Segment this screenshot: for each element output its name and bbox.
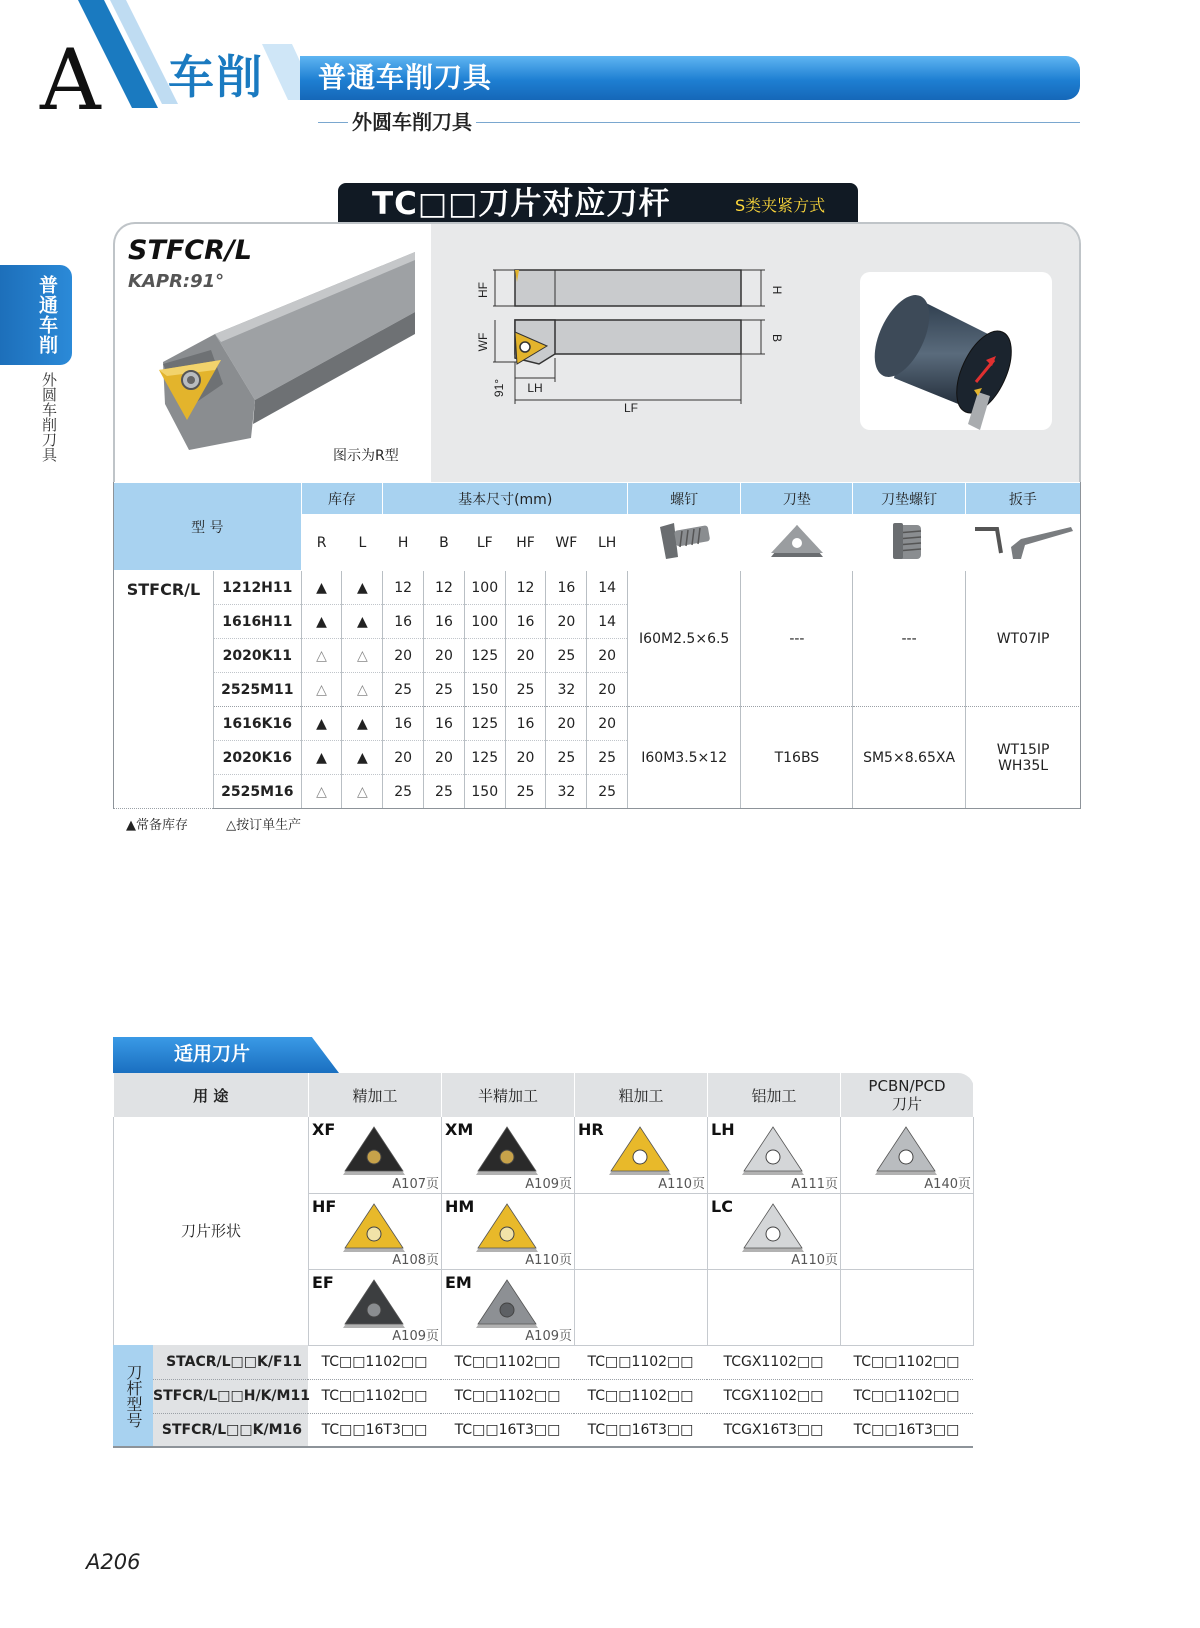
row-code: 2525M11 — [213, 673, 301, 707]
workpiece-illustration — [860, 272, 1052, 430]
holder-insert: TCGX1102□□ — [707, 1379, 840, 1413]
dim-lf: 125 — [464, 707, 505, 741]
dim-lf: 125 — [464, 741, 505, 775]
header-stock: 库存 — [301, 483, 383, 515]
header-wrench: 扳手 — [965, 483, 1080, 515]
insert-cell[interactable] — [309, 1193, 442, 1269]
dim-wf: 25 — [546, 639, 587, 673]
group2-screw: I60M3.5×12 — [628, 707, 741, 809]
legend-stock: ▲常备库存 — [126, 818, 188, 833]
dim-label-lh: LH — [527, 381, 543, 395]
holder-model: STFCR/L□□K/M16 — [153, 1413, 308, 1447]
dim-b: 16 — [424, 707, 465, 741]
holder-insert: TCGX16T3□□ — [707, 1413, 840, 1447]
empty-cell — [575, 1193, 708, 1269]
dim-label-lf: LF — [623, 401, 639, 415]
insert-cell[interactable] — [841, 1117, 974, 1193]
insert-grid — [114, 1117, 974, 1345]
insert-code: XF — [312, 1120, 336, 1139]
dim-hf: 20 — [505, 741, 546, 775]
insert-cell[interactable] — [708, 1193, 841, 1269]
product-kapr: KAPR:91° — [128, 271, 225, 292]
dim-lh: 25 — [587, 775, 628, 809]
holder-insert: TC□□1102□□ — [308, 1345, 441, 1379]
dim-b: 16 — [424, 605, 465, 639]
page-subtitle: 外圆车削刀具 — [348, 109, 476, 135]
dim-lh: 20 — [587, 673, 628, 707]
holder-insert: TC□□16T3□□ — [441, 1413, 574, 1447]
dim-wf: 32 — [546, 673, 587, 707]
group2-wrench — [965, 707, 1080, 809]
group1-screw: I60M2.5×6.5 — [628, 571, 741, 707]
side-category-text: 外圆车削刀具 — [40, 372, 58, 462]
stock-legend — [126, 817, 335, 835]
holder-insert: TC□□1102□□ — [441, 1345, 574, 1379]
group2-wrench-2: WH35L — [998, 757, 1049, 774]
holder-side-label: 刀杆型号 — [113, 1345, 153, 1447]
screw-icon — [628, 515, 741, 571]
dim-lf: 150 — [464, 775, 505, 809]
dimension-drawing — [465, 252, 805, 452]
holder-row[interactable] — [113, 1379, 973, 1413]
dim-hf: 16 — [505, 605, 546, 639]
column-semi-finishing: 半精加工 — [442, 1073, 575, 1117]
dim-b: 20 — [424, 741, 465, 775]
stock-r: ▲ — [301, 605, 342, 639]
header-shim-screw: 刀垫螺钉 — [853, 483, 965, 515]
dim-hf: 25 — [505, 673, 546, 707]
workpiece-photo — [860, 272, 1052, 430]
holder-insert: TCGX1102□□ — [707, 1345, 840, 1379]
dim-lh: 20 — [587, 707, 628, 741]
holder-row[interactable] — [113, 1345, 973, 1379]
column-pcbn-line2: 刀片 — [891, 1095, 922, 1113]
page-number: A206 — [86, 1550, 141, 1574]
category-title: 车削 — [168, 50, 264, 104]
holder-insert: TC□□1102□□ — [441, 1379, 574, 1413]
insert-triangle-icon — [339, 1200, 409, 1256]
empty-cell — [708, 1269, 841, 1345]
stock-r: ▲ — [301, 741, 342, 775]
insert-code: EM — [445, 1272, 472, 1292]
header-dims: 基本尺寸(mm) — [383, 483, 628, 515]
insert-code: EF — [312, 1272, 334, 1292]
subheader-r: R — [301, 515, 342, 571]
dim-label-angle: 91° — [492, 378, 506, 398]
shim-screw-icon — [853, 515, 965, 571]
insert-code: HM — [445, 1196, 475, 1216]
empty-cell — [841, 1269, 974, 1345]
usage-header: 用 途 — [114, 1073, 309, 1117]
dim-wf: 16 — [546, 571, 587, 605]
insert-triangle-icon — [339, 1276, 409, 1332]
stock-l: ▲ — [342, 571, 383, 605]
stock-r: △ — [301, 673, 342, 707]
dim-h: 16 — [383, 605, 424, 639]
subheader-b: B — [424, 515, 465, 571]
holder-row[interactable] — [113, 1413, 973, 1447]
insert-code: HF — [312, 1196, 337, 1216]
insert-code: XM — [445, 1120, 474, 1139]
insert-triangle-icon — [472, 1276, 542, 1332]
dim-label-hf: HF — [476, 282, 490, 298]
shape-label: 刀片形状 — [114, 1117, 309, 1345]
insert-triangle-icon — [738, 1200, 808, 1256]
dim-wf: 20 — [546, 605, 587, 639]
insert-cell[interactable] — [442, 1193, 575, 1269]
column-pcbn — [841, 1073, 974, 1117]
dim-wf: 25 — [546, 741, 587, 775]
empty-cell — [841, 1193, 974, 1269]
group2-shim: T16BS — [741, 707, 853, 809]
table-row[interactable] — [114, 571, 1081, 605]
legend-order: △按订单生产 — [226, 818, 302, 833]
insert-page-ref[interactable]: A110页 — [658, 1176, 705, 1192]
column-aluminum: 铝加工 — [708, 1073, 841, 1117]
dim-lf: 150 — [464, 673, 505, 707]
dim-b: 25 — [424, 673, 465, 707]
stock-l: ▲ — [342, 605, 383, 639]
empty-cell — [575, 1269, 708, 1345]
clamp-type: S类夹紧方式 — [735, 196, 826, 215]
dim-wf: 20 — [546, 707, 587, 741]
insert-page-ref[interactable]: A140页 — [924, 1176, 971, 1192]
dim-h: 12 — [383, 571, 424, 605]
insert-cell[interactable] — [442, 1117, 575, 1193]
row-code: 2525M16 — [213, 775, 301, 809]
header-shim: 刀垫 — [741, 483, 853, 515]
dim-lh: 20 — [587, 639, 628, 673]
insert-cell[interactable] — [575, 1117, 708, 1193]
table-row[interactable] — [114, 707, 1081, 741]
dim-b: 12 — [424, 571, 465, 605]
row-code: 2020K16 — [213, 741, 301, 775]
dim-lf: 125 — [464, 639, 505, 673]
stock-l: △ — [342, 673, 383, 707]
row-code: 2020K11 — [213, 639, 301, 673]
dim-lh: 25 — [587, 741, 628, 775]
stock-r: ▲ — [301, 707, 342, 741]
holder-model: STACR/L□□K/F11 — [153, 1345, 308, 1379]
insert-cell[interactable] — [442, 1269, 575, 1345]
group1-shim-screw: --- — [853, 571, 965, 707]
insert-page-ref[interactable]: A108页 — [392, 1252, 439, 1268]
picture-note: 图示为R型 — [333, 448, 399, 464]
holder-insert: TC□□1102□□ — [840, 1345, 973, 1379]
subheader-hf: HF — [505, 515, 546, 571]
shim-icon — [741, 515, 853, 571]
page-title: 普通车削刀具 — [318, 61, 493, 94]
insert-page-ref[interactable]: A109页 — [525, 1328, 572, 1344]
insert-table — [113, 1073, 974, 1346]
spec-rows — [114, 571, 1081, 809]
dim-h: 20 — [383, 741, 424, 775]
insert-triangle-icon — [339, 1123, 409, 1179]
dim-h: 25 — [383, 673, 424, 707]
holder-insert: TC□□16T3□□ — [574, 1413, 707, 1447]
group2-wrench-1: WT15IP — [996, 741, 1050, 758]
dim-wf: 32 — [546, 775, 587, 809]
dim-lh: 14 — [587, 605, 628, 639]
header-model: 型 号 — [114, 483, 302, 571]
dim-hf: 16 — [505, 707, 546, 741]
holder-insert: TC□□16T3□□ — [840, 1413, 973, 1447]
stock-l: △ — [342, 775, 383, 809]
spec-table — [113, 482, 1081, 809]
insert-page-ref[interactable]: A109页 — [525, 1176, 572, 1192]
section-letter: A — [40, 31, 101, 129]
insert-page-ref[interactable]: A107页 — [392, 1176, 439, 1192]
subheader-wf: WF — [546, 515, 587, 571]
insert-code: LC — [711, 1196, 733, 1216]
insert-code: LH — [711, 1120, 735, 1139]
dim-hf: 12 — [505, 571, 546, 605]
dim-label-b: B — [770, 333, 784, 343]
holder-table — [113, 1345, 973, 1448]
insert-triangle-icon — [738, 1123, 808, 1179]
stock-r: △ — [301, 775, 342, 809]
stock-l: △ — [342, 639, 383, 673]
stock-l: ▲ — [342, 707, 383, 741]
subheader-h: H — [383, 515, 424, 571]
subheader-lf: LF — [464, 515, 505, 571]
insert-cell[interactable] — [309, 1269, 442, 1345]
product-model: STFCR/L — [128, 235, 252, 266]
stock-r: ▲ — [301, 571, 342, 605]
holder-insert: TC□□16T3□□ — [308, 1413, 441, 1447]
dim-h: 20 — [383, 639, 424, 673]
subheader-l: L — [342, 515, 383, 571]
insert-page-ref[interactable]: A110页 — [525, 1252, 572, 1268]
row-code: 1212H11 — [213, 571, 301, 605]
insert-triangle-icon — [472, 1200, 542, 1256]
holder-insert: TC□□1102□□ — [574, 1379, 707, 1413]
dim-lf: 100 — [464, 571, 505, 605]
group1-wrench: WT07IP — [965, 571, 1080, 707]
dim-hf: 20 — [505, 639, 546, 673]
stock-r: △ — [301, 639, 342, 673]
header-screw: 螺钉 — [628, 483, 741, 515]
row-code: 1616H11 — [213, 605, 301, 639]
dim-h: 25 — [383, 775, 424, 809]
column-pcbn-line1: PCBN/PCD — [868, 1077, 946, 1095]
group1-shim: --- — [741, 571, 853, 707]
row-code: 1616K16 — [213, 707, 301, 741]
insert-page-ref[interactable]: A110页 — [791, 1252, 838, 1268]
dim-label-h: H — [770, 285, 784, 295]
holder-model: STFCR/L□□H/K/M11 — [153, 1379, 308, 1413]
group2-shim-screw: SM5×8.65XA — [853, 707, 965, 809]
wrench-icon — [965, 515, 1080, 571]
column-finishing: 精加工 — [309, 1073, 442, 1117]
dim-lf: 100 — [464, 605, 505, 639]
insert-triangle-icon — [605, 1123, 675, 1179]
stock-l: ▲ — [342, 741, 383, 775]
inserts-tab-label: 适用刀片 — [174, 1043, 251, 1065]
insert-triangle-icon — [871, 1123, 941, 1179]
dim-h: 16 — [383, 707, 424, 741]
dim-b: 25 — [424, 775, 465, 809]
subheader-lh: LH — [587, 515, 628, 571]
dim-hf: 25 — [505, 775, 546, 809]
dim-lh: 14 — [587, 571, 628, 605]
insert-cell[interactable] — [309, 1117, 442, 1193]
holder-insert: TC□□1102□□ — [308, 1379, 441, 1413]
series-name: STFCR/L — [114, 571, 214, 809]
holder-insert: TC□□1102□□ — [840, 1379, 973, 1413]
insert-page-ref[interactable]: A111页 — [791, 1176, 838, 1192]
holder-insert: TC□□1102□□ — [574, 1345, 707, 1379]
section-title: TC□□刀片对应刀杆 — [372, 186, 671, 222]
insert-page-ref[interactable]: A109页 — [392, 1328, 439, 1344]
insert-code: HR — [578, 1120, 604, 1139]
side-tab-label: 普通车削 — [36, 275, 58, 355]
insert-cell[interactable] — [708, 1117, 841, 1193]
insert-triangle-icon — [472, 1123, 542, 1179]
column-roughing: 粗加工 — [575, 1073, 708, 1117]
dim-b: 20 — [424, 639, 465, 673]
dim-label-wf: WF — [476, 332, 490, 352]
